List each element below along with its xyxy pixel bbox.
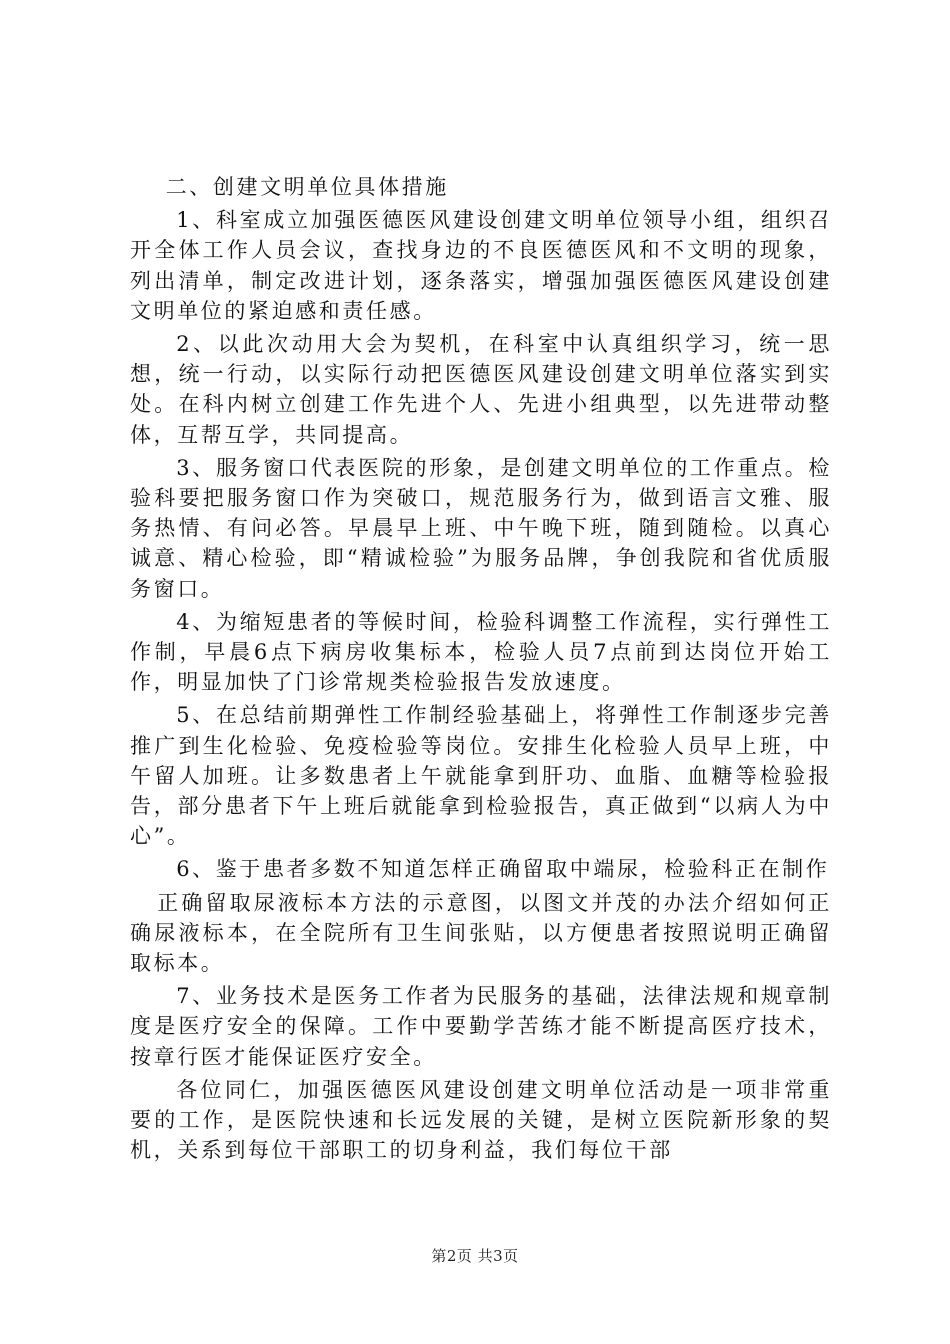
paragraph-2: 2、以此次动用大会为契机，在科室中认真组织学习，统一思想，统一行动，以实际行动把医德医风建设创建文明单位落实到实处。在科内树立创建工作先进个人、先进小组典型，以先进带动整体，互帮互学，共同提高。 [130, 332, 832, 447]
paragraph-5: 5、在总结前期弹性工作制经验基础上，将弹性工作制逐步完善推广到生化检验、免疫检验等岗位。安排生化检验人员早上班，中午留人加班。让多数患者上午就能拿到肝功、血脂、血糖等检验报告，部分患者下午上班后就能拿到检验报告，真正做到“以病人为中心”。 [130, 703, 832, 849]
paragraph-3: 3、服务窗口代表医院的形象，是创建文明单位的工作重点。检验科要把服务窗口作为突破口，规范服务行为，做到语言文雅、服务热情、有问必答。早晨早上班、中午晚下班，随到随检。以真心诚意、精心检验，即“精诚检验”为服务品牌，争创我院和省优质服务窗口。 [130, 455, 832, 601]
paragraph-6-continued: 正确留取尿液标本方法的示意图，以图文并茂的办法介绍如何正确尿液标本，在全院所有卫生间张贴，以方便患者按照说明正确留取标本。 [130, 890, 832, 976]
section-heading: 二、创建文明单位具体措施 [165, 175, 449, 199]
paragraph-4: 4、为缩短患者的等候时间，检验科调整工作流程，实行弹性工作制，早晨6点下病房收集标本，检验人员7点前到达岗位开始工作，明显加快了门诊常规类检验报告发放速度。 [130, 609, 832, 695]
paragraph-6: 6、鉴于患者多数不知道怎样正确留取中端尿，检验科正在制作 [176, 857, 830, 882]
paragraph-closing: 各位同仁，加强医德医风建设创建文明单位活动是一项非常重要的工作，是医院快速和长远发展的关键，是树立医院新形象的契机，关系到每位干部职工的切身利益，我们每位干部 [130, 1077, 832, 1163]
document-body [130, 172, 832, 1169]
paragraph-7: 7、业务技术是医务工作者为民服务的基础，法律法规和规章制度是医疗安全的保障。工作中要勤学苦练才能不断提高医疗技术，按章行医才能保证医疗安全。 [130, 984, 832, 1069]
page-number-footer: 第2页 共3页 [431, 1247, 519, 1265]
paragraph-1: 1、科室成立加强医德医风建设创建文明单位领导小组，组织召开全体工作人员会议，查找身边的不良医德医风和不文明的现象，列出清单，制定改进计划，逐条落实，增强加强医德医风建设创建文明单位的紧迫感和责任感。 [130, 208, 832, 323]
